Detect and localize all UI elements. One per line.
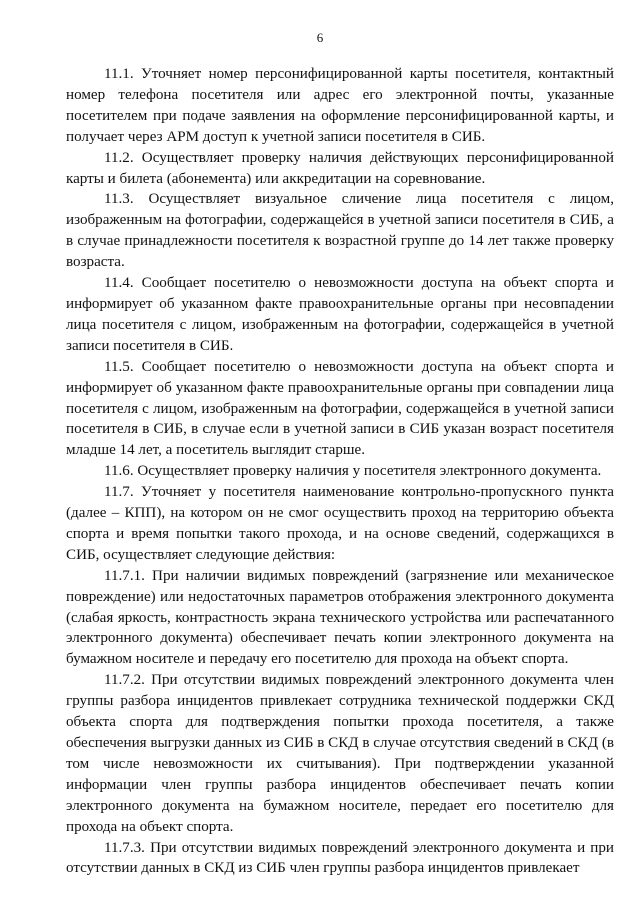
paragraph-11-6: 11.6. Осуществляет проверку наличия у посетителя электронного документа. bbox=[104, 463, 602, 480]
paragraph-11-2: 11.2. Осуществляет проверку наличия действующих персонифицированной карты и билета (абонемента) или аккредитации на соревнование. bbox=[66, 149, 614, 187]
paragraph-11-1: 11.1. Уточняет номер персонифицированной карты посетителя, контактный номер телефона посетителя или адрес его электронной почты, указанные посетителем при подаче заявления на оформление персонифицированной карты, и получает через АРМ доступ к учетной записи посетителя в СИБ. bbox=[66, 66, 614, 145]
paragraph-11-3: 11.3. Осуществляет визуальное сличение лица посетителя с лицом, изображенным на фотографии, содержащейся в учетной записи посетителя в СИБ, а в случае принадлежности посетителя к возрастной группе до 14 лет также проверку возраста. bbox=[66, 191, 614, 271]
paragraph-11-7-2: 11.7.2. При отсутствии видимых повреждений электронного документа член группы разбора инцидентов привлекает сотрудника технической поддержки СКД объекта спорта для подтверждения попытки прохода посетителя, а также обеспечения выгрузки данных из СИБ в СКД в случае отсутствия сведений в СКД (в том числе невозможности их считывания). При подтверждении указанной информации член группы разбора инцидентов обеспечивает печать копии электронного документа на бумажном носителе, передает его посетителю для прохода на объект спорта. bbox=[66, 672, 614, 835]
paragraph-11-5: 11.5. Сообщает посетителю о невозможности доступа на объект спорта и информирует об указанном факте правоохранительные органы при совпадении лица посетителя с лицом, изображенным на фотографии, содержащейся в учетной записи посетителя в СИБ, в случае если в учетной записи в СИБ указан возраст посетителя младше 14 лет, а посетитель выглядит старше. bbox=[66, 358, 614, 459]
paragraph-11-7-1: 11.7.1. При наличии видимых повреждений (загрязнение или механическое повреждение) или недостаточных параметров отображения электронного документа (слабая яркость, контрастность экрана технического устройства или распечатанного электронного документа) обеспечивает печать копии электронного документа на бумажном носителе и передачу его посетителю для прохода на объект спорта. bbox=[66, 567, 614, 668]
paragraph-11-4: 11.4. Сообщает посетителю о невозможности доступа на объект спорта и информирует об указанном факте правоохранительные органы при несовпадении лица посетителя с лицом, изображенным на фотографии, содержащейся в учетной записи посетителя в СИБ. bbox=[66, 275, 614, 354]
paragraph-11-7: 11.7. Уточняет у посетителя наименование контрольно-пропускного пункта (далее – КПП), на котором он не смог осуществить проход на территорию объекта спорта и время попытки такого прохода, и на основе сведений, содержащихся в СИБ, осуществляет следующие действия: bbox=[66, 484, 614, 563]
paragraph-11-7-3: 11.7.3. При отсутствии видимых повреждений электронного документа и при отсутствии данных в СКД из СИБ член группы разбора инцидентов привлекает bbox=[66, 839, 614, 877]
document-body bbox=[66, 64, 614, 879]
page-number: 6 bbox=[316, 30, 324, 45]
